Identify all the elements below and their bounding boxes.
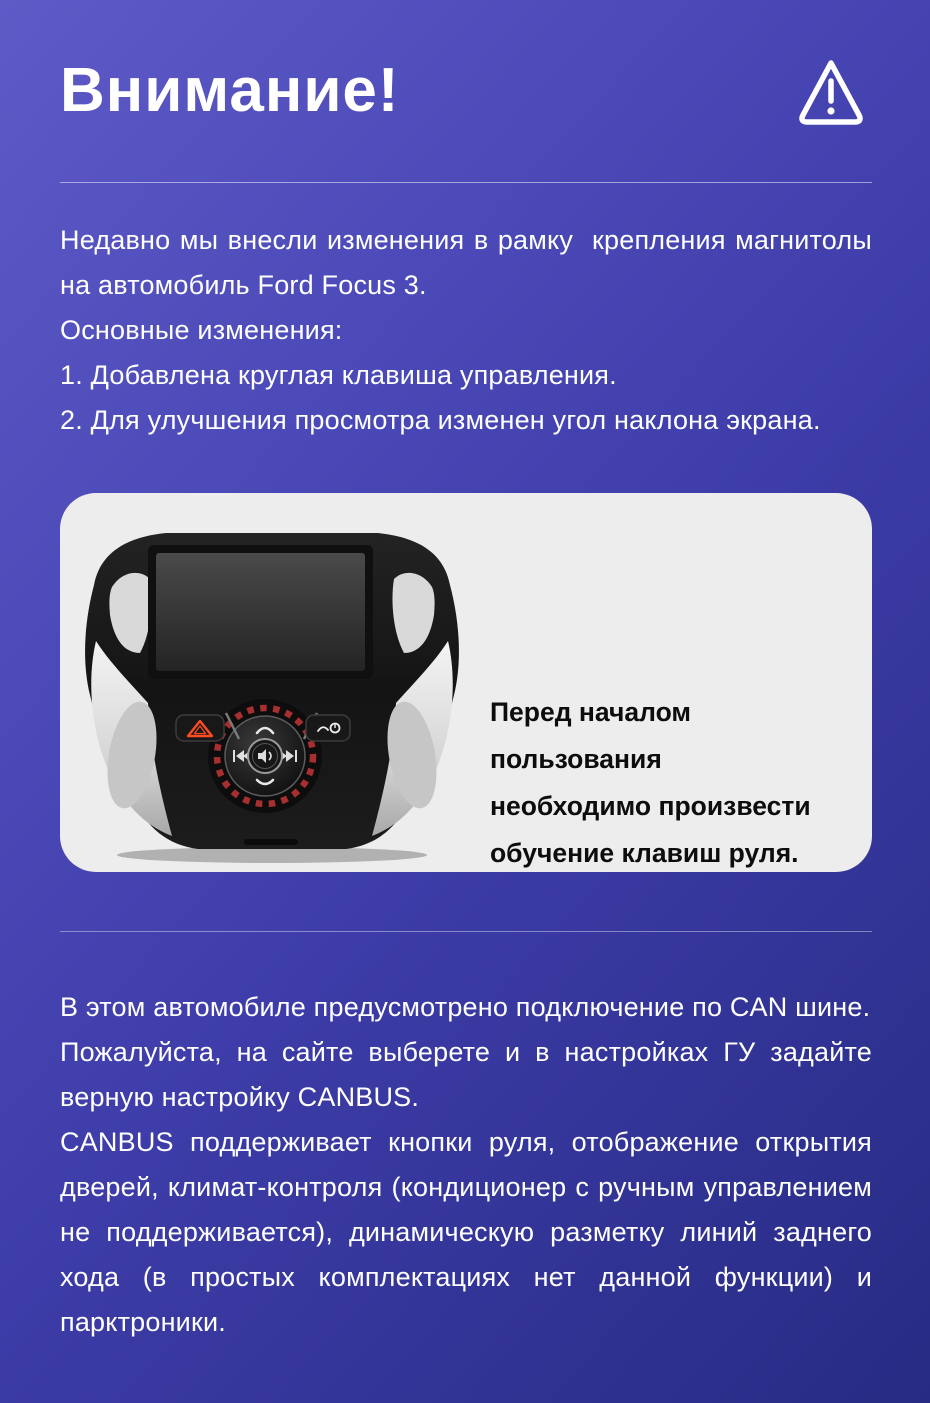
divider-top (60, 182, 872, 183)
card-note-line: обучение клавиш руля. (490, 838, 799, 868)
card-note (490, 689, 860, 877)
product-card (60, 493, 872, 872)
intro-line: 2. Для улучшения просмотра изменен угол наклона экрана. (60, 405, 821, 435)
canbus-line: парктроники. (60, 1307, 226, 1337)
canbus-line: дверей, климат-контроля (кондиционер с ручным управлением (60, 1172, 872, 1202)
card-note-line: необходимо произвести (490, 791, 811, 821)
canbus-line: не поддерживается), динамическую разметку линий заднего (60, 1217, 872, 1247)
card-note-line: Перед началом пользования (490, 697, 692, 774)
canbus-text (60, 985, 872, 1345)
canbus-line: хода (в простых комплектациях нет данной функции) и (60, 1262, 872, 1292)
chin-slot (244, 839, 298, 845)
warning-triangle-icon (796, 56, 866, 130)
intro-text (60, 218, 872, 443)
divider-bottom (60, 931, 872, 932)
voice-button (306, 715, 350, 741)
header (60, 52, 872, 130)
ford-focus-3-head-unit-photo (76, 499, 470, 865)
intro-line: 1. Добавлена круглая клавиша управления. (60, 360, 617, 390)
intro-line: Недавно мы внесли изменения в рамку крепления магнитолы (60, 225, 872, 255)
unit-shadow (117, 847, 427, 863)
canbus-line: верную настройку CANBUS. (60, 1082, 420, 1112)
hazard-button (176, 715, 224, 741)
canbus-line: В этом автомобиле предусмотрено подключение по CAN шине. (60, 992, 871, 1022)
intro-line: Основные изменения: (60, 315, 343, 345)
page-title: Внимание! (60, 56, 400, 125)
screen (156, 553, 365, 671)
canbus-line: Пожалуйста, на сайте выберете и в настройках ГУ задайте (60, 1037, 872, 1067)
canbus-line: CANBUS поддерживает кнопки руля, отображение открытия (60, 1127, 872, 1157)
intro-line: на автомобиль Ford Focus 3. (60, 270, 427, 300)
